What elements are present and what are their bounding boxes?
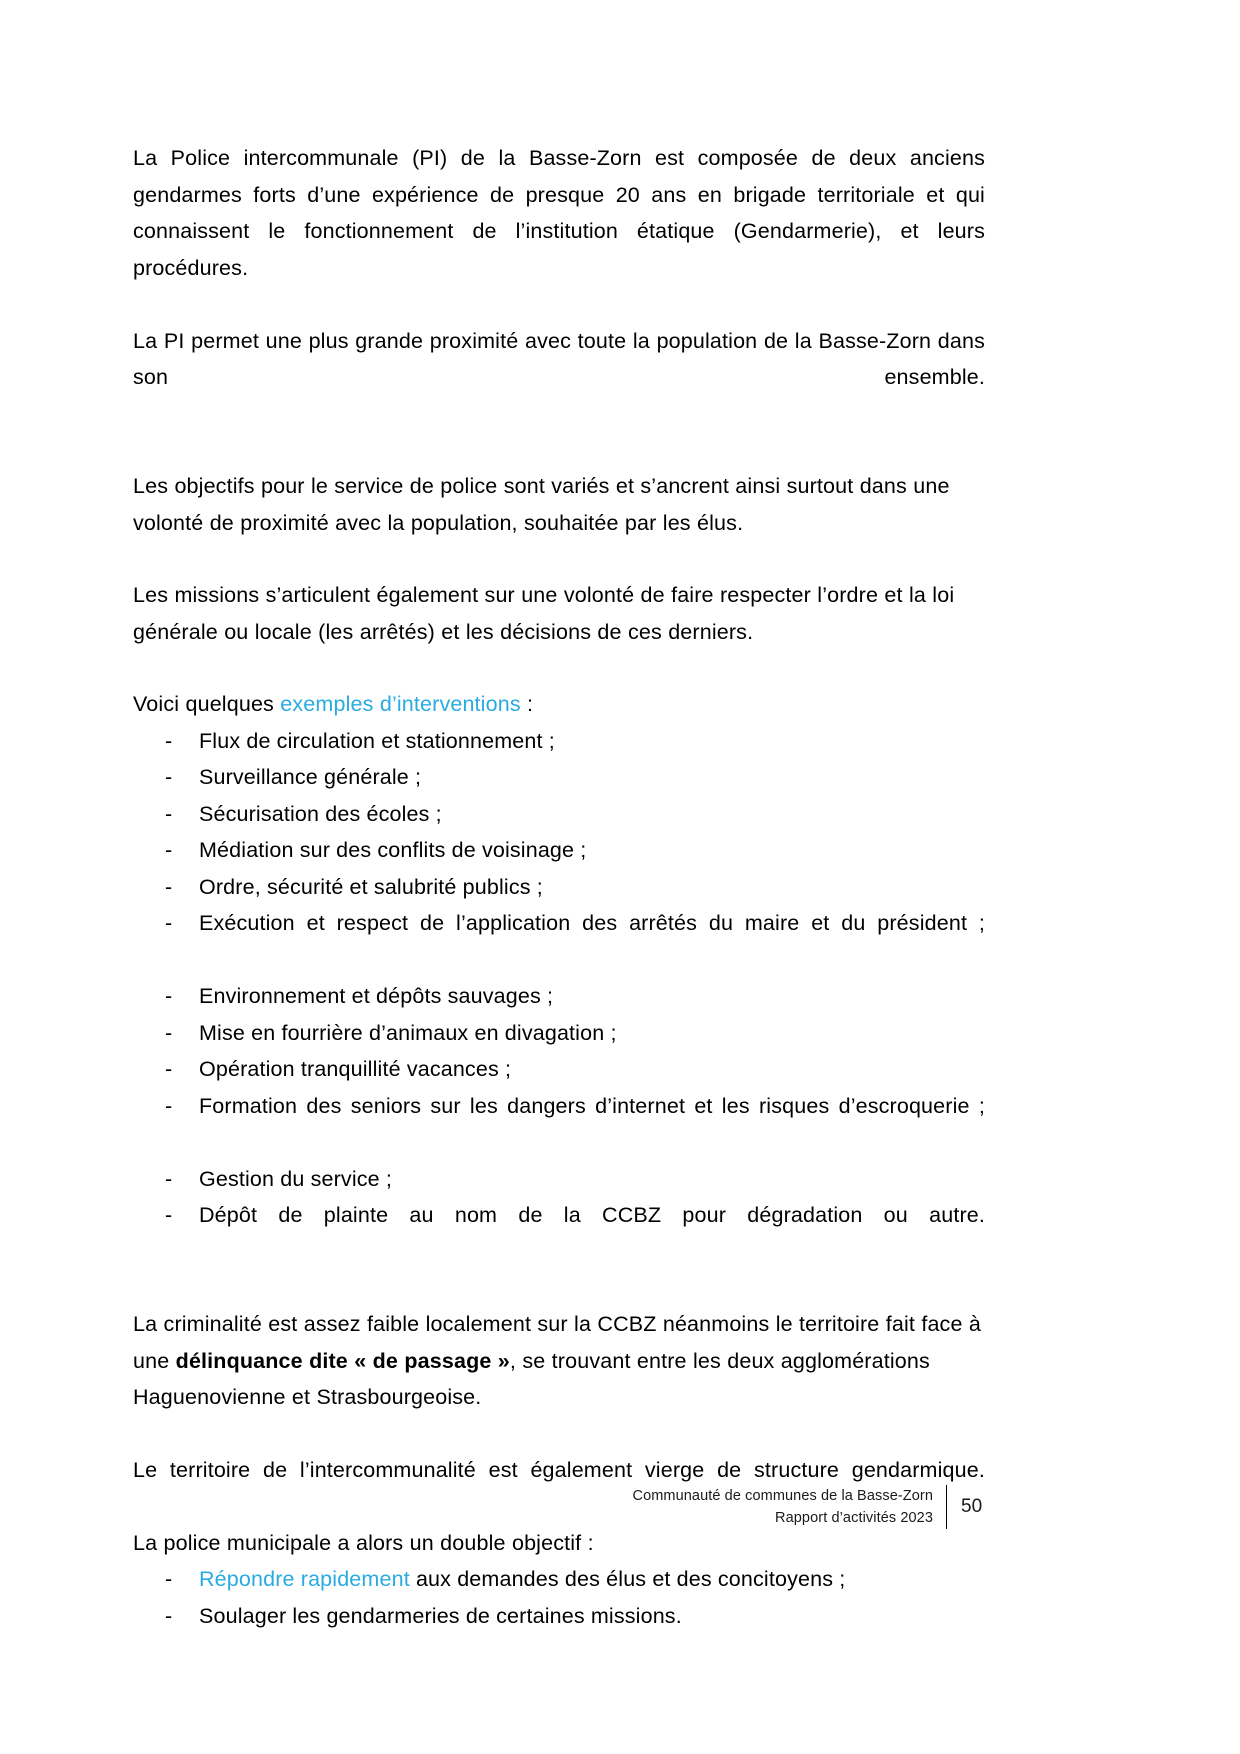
list-item-label: Dépôt de plainte au nom de la CCBZ pour dégradation ou autre. xyxy=(199,1203,985,1227)
list-item xyxy=(133,1088,985,1161)
paragraph-proximite: La PI permet une plus grande proximité avec toute la population de la Basse-Zorn dans son ensemble. xyxy=(133,328,985,389)
footer-line-2: Rapport d’activités 2023 xyxy=(775,1510,933,1526)
list-dash-icon: - xyxy=(165,765,173,789)
list-item xyxy=(133,723,985,760)
footer-line-1: Communauté de communes de la Basse-Zorn xyxy=(632,1488,933,1504)
list-dash-icon: - xyxy=(165,1567,173,1591)
footer-content xyxy=(633,1485,985,1529)
interventions-lead-tail: : xyxy=(520,692,534,716)
list-item xyxy=(133,1161,985,1198)
list-item xyxy=(133,832,985,869)
list-item xyxy=(133,1197,985,1270)
paragraph-intro-police: La Police intercommunale (PI) de la Basse-Zorn est composée de deux anciens gendarmes forts d’une expérience de presque 20 ans en brigade territoriale et qui connaissent le fonctionnement de l’institution étatique (Gendarmerie), et leurs procédures. xyxy=(133,146,985,280)
list-dash-icon: - xyxy=(165,801,173,826)
spacer xyxy=(133,1270,985,1306)
criminalite-bold-phrase: délinquance dite « de passage » xyxy=(175,1348,510,1373)
list-dash-icon: - xyxy=(165,984,173,1008)
interventions-highlight: exemples d’interventions xyxy=(280,692,521,716)
list-dash-icon: - xyxy=(165,874,173,899)
list-item xyxy=(133,978,985,1015)
list-item-label xyxy=(199,1561,985,1598)
paragraph-criminalite xyxy=(133,1306,985,1416)
spacer xyxy=(133,432,985,468)
spacer xyxy=(133,650,985,686)
list-dash-icon: - xyxy=(165,838,173,862)
list-dash-icon: - xyxy=(165,911,173,935)
paragraph-objectifs: Les objectifs pour le service de police sont variés et s’ancrent ainsi surtout dans une volonté de proximité avec la population, souhaitée par les élus. xyxy=(133,474,950,535)
list-dash-icon: - xyxy=(165,1166,173,1191)
list-dash-icon: - xyxy=(165,728,173,753)
list-dash-icon: - xyxy=(165,1020,173,1045)
list-item xyxy=(133,796,985,833)
footer-organisation xyxy=(633,1485,946,1529)
page-content xyxy=(133,140,985,1634)
list-item-label: Exécution et respect de l’application des arrêtés du maire et du président ; xyxy=(199,911,985,935)
list-item xyxy=(133,1598,985,1635)
list-item xyxy=(133,1015,985,1052)
objectives-list xyxy=(133,1561,985,1634)
list-dash-icon: - xyxy=(165,1057,173,1081)
list-item-label: Opération tranquillité vacances ; xyxy=(199,1057,512,1081)
list-item xyxy=(133,1051,985,1088)
list-item-label: Formation des seniors sur les dangers d’internet et les risques d’escroquerie ; xyxy=(199,1093,985,1118)
list-item-label: Surveillance générale ; xyxy=(199,765,422,789)
page-number: 50 xyxy=(961,1496,983,1517)
list-dash-icon: - xyxy=(165,1603,173,1628)
list-item-label: Soulager les gendarmeries de certaines missions. xyxy=(199,1603,682,1628)
list-item-label: Sécurisation des écoles ; xyxy=(199,801,442,826)
paragraph-territoire: Le territoire de l’intercommunalité est également vierge de structure gendarmique. xyxy=(133,1457,985,1482)
criminalite-text-part-1: La criminalité est assez faible localement sur la CCBZ néanmoins le territoire fait face à une xyxy=(133,1312,981,1373)
objective-text: aux demandes des élus et des concitoyens ; xyxy=(409,1567,846,1591)
interventions-lead-text: Voici quelques xyxy=(133,692,281,716)
list-item xyxy=(133,869,985,906)
spacer xyxy=(133,541,985,577)
list-item-label: Mise en fourrière d’animaux en divagation ; xyxy=(199,1020,617,1045)
list-item xyxy=(133,759,985,796)
list-dash-icon: - xyxy=(165,1093,173,1118)
list-item-label: Gestion du service ; xyxy=(199,1166,393,1191)
list-item-label: Ordre, sécurité et salubrité publics ; xyxy=(199,874,543,899)
list-item-label: Flux de circulation et stationnement ; xyxy=(199,728,555,753)
list-dash-icon: - xyxy=(165,1203,173,1227)
criminalite-text-part-2: , se trouvant entre les deux agglomérations Haguenovienne et Strasbourgeoise. xyxy=(133,1348,930,1409)
list-item xyxy=(133,905,985,978)
interventions-list xyxy=(133,723,985,1271)
list-item xyxy=(133,1561,985,1598)
list-item-label: Médiation sur des conflits de voisinage ; xyxy=(199,838,587,862)
paragraph-missions: Les missions s’articulent également sur une volonté de faire respecter l’ordre et la loi générale ou locale (les arrêtés) et les décisions de ces derniers. xyxy=(133,583,955,644)
paragraph-double-objectif: La police municipale a alors un double objectif : xyxy=(133,1530,594,1555)
spacer xyxy=(133,1416,985,1452)
list-item-label: Environnement et dépôts sauvages ; xyxy=(199,984,554,1008)
paragraph-interventions-lead xyxy=(133,686,985,723)
objective-highlight: Répondre rapidement xyxy=(199,1567,410,1591)
